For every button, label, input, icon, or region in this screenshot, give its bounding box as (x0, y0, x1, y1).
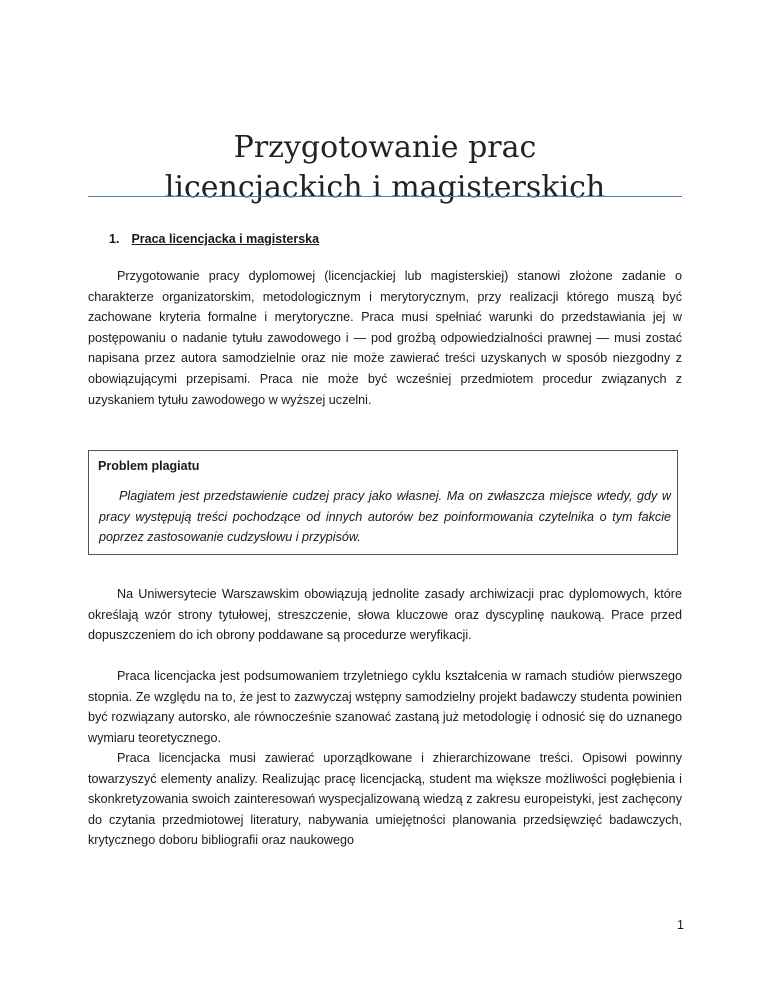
paragraph-archiving: Na Uniwersytecie Warszawskim obowiązują jednolite zasady archiwizacji prac dyplomowych, które określają wzór strony tytułowej, streszczenie, słowa kluczowe oraz dyscyplinę naukową. Prace przed dopuszczeniem do ich obrony poddawane są procedurze weryfikacji. (88, 587, 682, 643)
paragraph-licencjat-content: Praca licencjacka musi zawierać uporządkowane i zhierarchizowane treści. Opisowi powinny towarzyszyć elementy analizy. Realizując pracę licencjacką, student ma większe możliwości pogłębienia i skonkretyzowania swoich zainteresowań wyspecjalizowaną wiedzą z zakresu europeistyki, jest zachęcony do czytania przedmiotowej literatury, nabywania umiejętności planowania przedsięwzięć badawczych, krytycznego doboru bibliografii oraz naukowego (88, 751, 682, 848)
section-number: 1. (109, 232, 120, 246)
section-title: Praca licencjacka i magisterska (131, 232, 320, 246)
paragraph-intro: Przygotowanie pracy dyplomowej (licencjackiej lub magisterskiej) stanowi złożone zadanie o charakterze organizatorskim, metodologicznym i merytorycznym, przy realizacji którego muszą być zachowane kryteria formalne i merytoryczne. Praca musi spełniać warunki do przedstawiania jej w postępowaniu o nadanie tytułu zawodowego i — pod groźbą odpowiedzialności prawnej — musi zostać napisana przez autora samodzielnie oraz nie może zawierać treści uzyskanych w sposób niezgodny z obowiązującymi przepisami. Praca nie może być wcześniej przedmiotem procedur związanych z uzyskaniem tytułu zawodowego w wyższej uczelni. (88, 269, 682, 407)
section-heading (109, 232, 319, 246)
plagiarism-box-title: Problem plagiatu (98, 459, 200, 473)
title-line-1: Przygotowanie prac (233, 130, 537, 165)
plagiarism-box-text: Plagiatem jest przedstawienie cudzej pracy jako własnej. Ma on zwłaszcza miejsce wtedy, gdy w pracy występują treści pochodzące od innych autorów bez poinformowania czytelnika o tym fakcie poprzez zastosowanie cudzysłowu i przypisów. (99, 489, 671, 545)
title-line-2: licencjackich i magisterskich (164, 170, 606, 205)
paragraph-licencjat-summary: Praca licencjacka jest podsumowaniem trzyletniego cyklu kształcenia w ramach studiów pierwszego stopnia. Ze względu na to, że jest to zazwyczaj wstępny samodzielny projekt badawczy studenta powinien być rozwiązany autorsko, ale równocześnie szanować zastaną już metodologię i odnosić się do uznanego wymiaru teoretycznego. (88, 669, 682, 745)
title-underline-rule (88, 196, 682, 197)
plagiarism-box (88, 450, 678, 555)
page-number: 1 (677, 918, 684, 932)
